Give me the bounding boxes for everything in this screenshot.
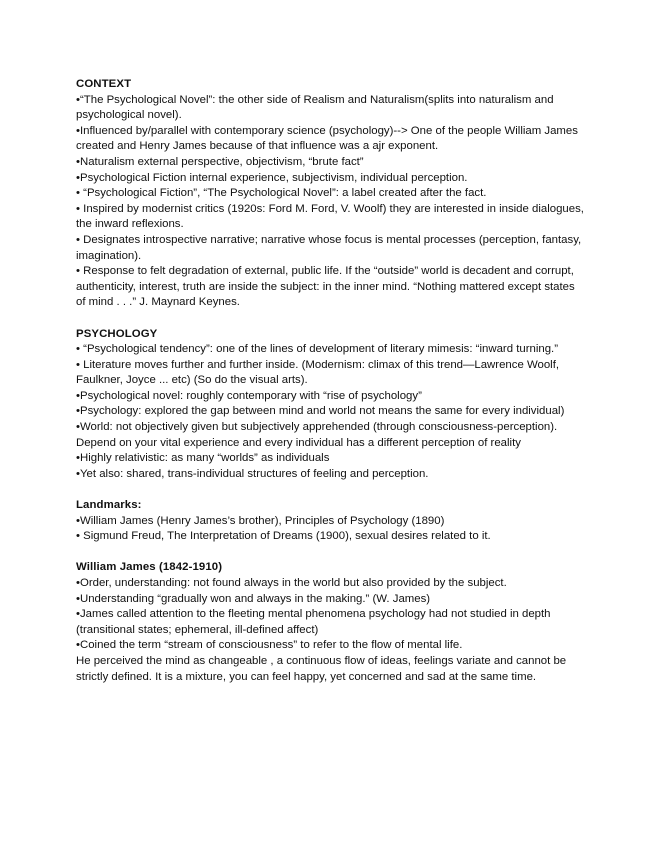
paragraph-line: •Psychological Fiction internal experience, subjectivism, individual perception. [76,171,468,184]
paragraph-line: •James called attention to the fleeting mental phenomena psychology had not studied in depth (transitional states; ephemeral, ill-defined affect) [76,608,551,636]
paragraph-line: •Highly relativistic: as many “worlds” as individuals [76,452,330,465]
paragraph-line: •Yet also: shared, trans-individual structures of feeling and perception. [76,467,429,480]
section-psychology [76,327,584,483]
paragraph-line: •World: not objectively given but subjectively apprehended (through consciousness-perception). Depend on your vital experience and every individual has a different perception of reality [76,421,558,449]
paragraph-line: •William James (Henry James’s brother), Principles of Psychology (1890) [76,514,445,527]
paragraph-line: • Designates introspective narrative; narrative whose focus is mental processes (perception, fantasy, imagination). [76,233,582,262]
section-heading: PSYCHOLOGY [76,327,158,340]
paragraph-line: • “Psychological tendency”: one of the lines of development of literary mimesis: “inward turning.” [76,343,558,356]
section-heading: Landmarks: [76,499,142,512]
paragraph-line: •Coined the term “stream of consciousness” to refer to the flow of mental life. [76,639,463,652]
section-heading: CONTEXT [76,78,132,90]
paragraph-line: •Order, understanding: not found always in the world but also provided by the subject. [76,577,507,589]
paragraph-line: He perceived the mind as changeable , a continuous flow of ideas, feelings variate and cannot be strictly defined. It is a mixture, you can feel happy, yet concerned and sad at the same time. [76,654,567,683]
paragraph-line: • Sigmund Freud, The Interpretation of Dreams (1900), sexual desires related to it. [76,530,491,543]
paragraph-line: •Psychological novel: roughly contemporary with “rise of psychology” [76,389,422,402]
paragraph-line: •Understanding “gradually won and always in the making.” (W. James) [76,592,431,605]
paragraph-line: • “Psychological Fiction”, “The Psychological Novel”: a label created after the fact. [76,187,487,200]
paragraph-line: •“The Psychological Novel”: the other side of Realism and Naturalism(splits into naturalism and psychological novel). [76,93,554,122]
paragraph-line: •Psychology: explored the gap between mind and world not means the same for every individual) [76,405,565,418]
paragraph-line: • Inspired by modernist critics (1920s: Ford M. Ford, V. Woolf) they are interested in inside dialogues, the inward reflexions. [76,202,584,231]
section-william-james [76,560,584,685]
section-landmarks [76,498,584,545]
paragraph-line: • Response to felt degradation of external, public life. If the “outside” world is decadent and corrupt, authenticity, interest, truth are inside the subject: in the inner mind. “Nothing mattered except states of mind . . .” J. Maynard Keynes. [76,265,575,309]
section-heading: William James (1842-1910) [76,561,223,574]
document-page [76,77,584,685]
paragraph-line: •Influenced by/parallel with contemporary science (psychology)--> One of the people William James created and Henry James because of that influence was a ajr exponent. [76,124,578,153]
section-context [76,77,584,311]
paragraph-line: •Naturalism external perspective, objectivism, “brute fact” [76,155,364,168]
paragraph-line: • Literature moves further and further inside. (Modernism: climax of this trend—Lawrence Woolf, Faulkner, Joyce ... etc) (So do the visual arts). [76,358,560,387]
